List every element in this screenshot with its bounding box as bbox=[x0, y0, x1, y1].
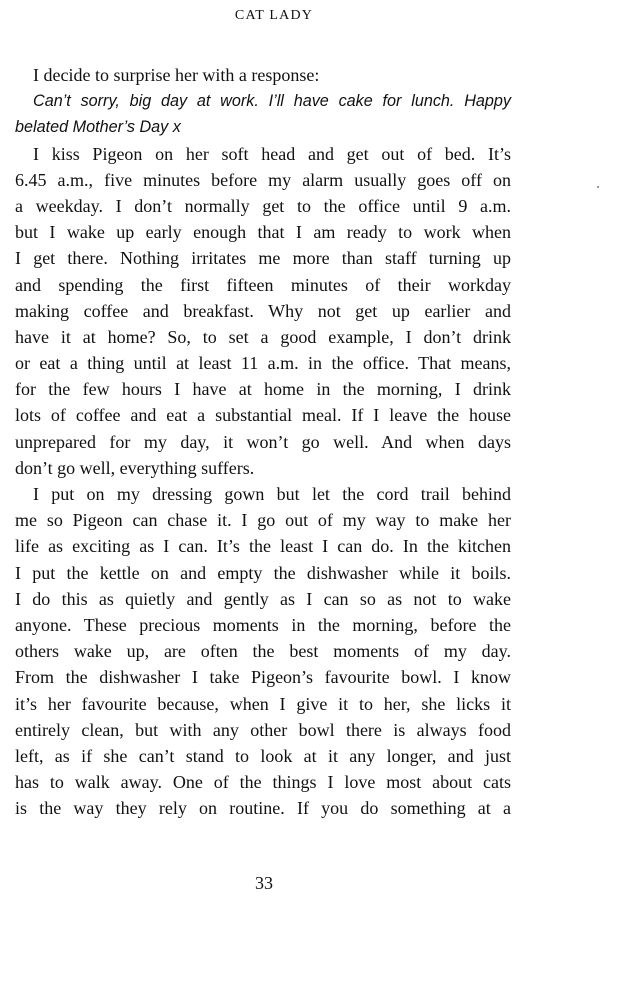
text-line: I get there. Nothing irritates me more than staff turning up bbox=[15, 248, 511, 269]
text-line: a weekday. I don’t normally get to the office until 9 a.m. bbox=[15, 195, 511, 216]
text-line: I decide to surprise her with a response: bbox=[33, 65, 320, 85]
text-line: From the dishwasher I take Pigeon’s favourite bowl. I know bbox=[15, 667, 511, 688]
text-line: 6.45 a.m., five minutes before my alarm usually goes off on bbox=[15, 169, 511, 190]
text-message-line: Can’t sorry, big day at work. I’ll have cake for lunch. Happy bbox=[33, 92, 511, 111]
text-line: anyone. These precious moments in the morning, before the bbox=[15, 614, 511, 635]
text-line: I do this as quietly and gently as I can so as not to wake bbox=[15, 588, 511, 609]
page-number: 33 bbox=[255, 873, 273, 893]
text-line: lots of coffee and eat a substantial meal. If I leave the house bbox=[15, 405, 511, 426]
text-line: and spending the first fifteen minutes of their workday bbox=[15, 274, 511, 295]
text-line: entirely clean, but with any other bowl there is always food bbox=[15, 719, 511, 740]
text-line: it’s her favourite because, when I give it to her, she licks it bbox=[15, 693, 511, 714]
running-head: CAT LADY bbox=[234, 8, 314, 23]
text-line: left, as if she can’t stand to look at it any longer, and just bbox=[15, 745, 511, 766]
paper-speck bbox=[597, 186, 599, 188]
text-line: life as exciting as I can. It’s the least I can do. In the kitchen bbox=[15, 536, 511, 557]
text-line: I kiss Pigeon on her soft head and get out of bed. It’s bbox=[33, 143, 511, 164]
text-line: have it at home? So, to set a good example, I don’t drink bbox=[15, 326, 511, 347]
text-line: I put on my dressing gown but let the cord trail behind bbox=[33, 484, 511, 504]
text-line: is the way they rely on routine. If you do something at a bbox=[15, 798, 511, 819]
text-line: making coffee and breakfast. Why not get up earlier and bbox=[15, 300, 511, 321]
text-line: has to walk away. One of the things I love most about cats bbox=[15, 772, 511, 793]
text-line: don’t go well, everything suffers. bbox=[15, 457, 255, 478]
text-line: unprepared for my day, it won’t go well. And when days bbox=[15, 431, 511, 452]
body-text bbox=[15, 62, 511, 821]
text-line: or eat a thing until at least 11 a.m. in the office. That means, bbox=[15, 353, 511, 374]
text-line: but I wake up early enough that I am ready to work when bbox=[15, 222, 511, 243]
text-line: others wake up, are often the best moments of my day. bbox=[15, 641, 511, 662]
text-message-line: belated Mother’s Day x bbox=[15, 118, 181, 137]
text-line: for the few hours I have at home in the morning, I drink bbox=[15, 379, 511, 400]
text-line: me so Pigeon can chase it. I go out of my way to make her bbox=[15, 510, 511, 531]
text-line: I put the kettle on and empty the dishwasher while it boils. bbox=[15, 562, 511, 583]
